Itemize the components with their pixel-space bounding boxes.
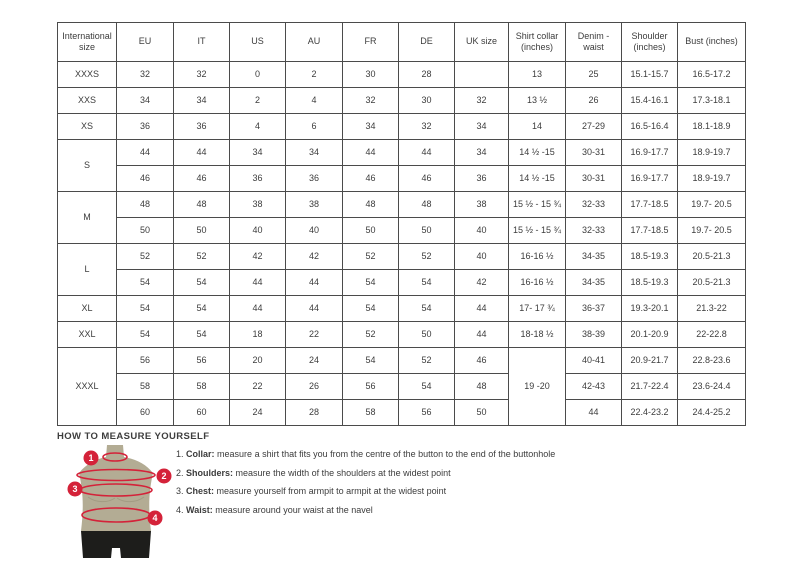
table-cell: 42 — [230, 244, 286, 270]
table-cell: 19.3-20.1 — [622, 296, 678, 322]
table-cell: 28 — [286, 400, 343, 426]
table-cell: 34-35 — [566, 270, 622, 296]
measure-step-shoulders — [176, 468, 555, 478]
table-cell: 36 — [117, 114, 174, 140]
svg-text:2: 2 — [161, 471, 167, 482]
table-cell: 24 — [286, 348, 343, 374]
table-cell: 50 — [117, 218, 174, 244]
table-cell: 40-41 — [566, 348, 622, 374]
header-row — [58, 23, 746, 62]
table-row — [58, 218, 746, 244]
badge-4 — [148, 511, 163, 526]
table-cell: 13 — [509, 62, 566, 88]
table-cell: 32 — [117, 62, 174, 88]
table-cell: 58 — [343, 400, 399, 426]
step-term: Collar: — [186, 449, 215, 459]
step-text: measure a shirt that fits you from the centre of the button to the end of the buttonhole — [214, 449, 556, 459]
table-cell: 32-33 — [566, 218, 622, 244]
table-cell: 42-43 — [566, 374, 622, 400]
badge-3 — [68, 482, 83, 497]
table-cell: 54 — [117, 322, 174, 348]
column-header: AU — [286, 23, 343, 62]
table-cell: 14 — [509, 114, 566, 140]
table-cell: 58 — [117, 374, 174, 400]
table-cell: 40 — [286, 218, 343, 244]
table-cell: 20.9-21.7 — [622, 348, 678, 374]
international-size-cell: L — [58, 244, 117, 296]
table-cell: 44 — [174, 140, 230, 166]
size-chart-table — [57, 22, 746, 426]
table-cell: 0 — [230, 62, 286, 88]
table-cell: 32 — [455, 88, 509, 114]
measure-step-waist — [176, 505, 555, 515]
step-term: Waist: — [186, 504, 213, 515]
table-row — [58, 348, 746, 374]
column-header: Bust (inches) — [678, 23, 746, 62]
column-header: US — [230, 23, 286, 62]
table-cell: 58 — [174, 374, 230, 400]
badge-2 — [157, 469, 172, 484]
table-cell: 20.5-21.3 — [678, 244, 746, 270]
table-row — [58, 296, 746, 322]
measure-step-collar — [176, 449, 555, 459]
table-cell: 40 — [230, 218, 286, 244]
table-cell: 54 — [174, 270, 230, 296]
table-cell: 16-16 ½ — [509, 244, 566, 270]
table-cell: 44 — [455, 296, 509, 322]
table-cell: 48 — [174, 192, 230, 218]
table-cell: 21.7-22.4 — [622, 374, 678, 400]
svg-text:4: 4 — [152, 513, 158, 524]
table-row — [58, 270, 746, 296]
column-header: IT — [174, 23, 230, 62]
table-row — [58, 88, 746, 114]
column-header: FR — [343, 23, 399, 62]
step-term: Shoulders: — [186, 467, 234, 478]
table-cell: 54 — [399, 296, 455, 322]
table-cell: 48 — [117, 192, 174, 218]
table-cell: 17.7-18.5 — [622, 192, 678, 218]
table-row — [58, 322, 746, 348]
table-cell: 22.4-23.2 — [622, 400, 678, 426]
international-size-cell: M — [58, 192, 117, 244]
table-cell: 18.5-19.3 — [622, 270, 678, 296]
table-cell: 38 — [230, 192, 286, 218]
table-cell: 32 — [343, 88, 399, 114]
table-cell: 56 — [117, 348, 174, 374]
mannequin-illustration — [64, 445, 176, 563]
table-cell: 16.5-17.2 — [678, 62, 746, 88]
table-cell: 17- 17 ¾ — [509, 296, 566, 322]
table-cell: 32-33 — [566, 192, 622, 218]
table-cell: 34 — [174, 88, 230, 114]
shorts-shape — [81, 531, 151, 558]
international-size-cell: XL — [58, 296, 117, 322]
table-cell: 19.7- 20.5 — [678, 218, 746, 244]
table-cell: 16-16 ½ — [509, 270, 566, 296]
table-cell: 54 — [343, 348, 399, 374]
table-cell: 50 — [455, 400, 509, 426]
table-cell: 38 — [286, 192, 343, 218]
table-cell: 54 — [117, 296, 174, 322]
table-cell: 16.9-17.7 — [622, 140, 678, 166]
measure-steps — [176, 449, 555, 523]
table-cell: 54 — [174, 296, 230, 322]
table-cell: 50 — [174, 218, 230, 244]
table-cell: 34 — [230, 140, 286, 166]
table-cell: 32 — [399, 114, 455, 140]
table-cell: 18.9-19.7 — [678, 166, 746, 192]
table-cell: 52 — [174, 244, 230, 270]
table-cell: 14 ½ -15 — [509, 166, 566, 192]
table-cell: 26 — [566, 88, 622, 114]
table-cell: 34 — [286, 140, 343, 166]
table-cell: 21.3-22 — [678, 296, 746, 322]
table-cell: 46 — [455, 348, 509, 374]
table-cell: 36 — [286, 166, 343, 192]
step-number: 3. — [176, 486, 184, 496]
table-cell: 24 — [230, 400, 286, 426]
table-cell: 44 — [230, 270, 286, 296]
table-row — [58, 192, 746, 218]
table-cell: 36-37 — [566, 296, 622, 322]
column-header: UK size — [455, 23, 509, 62]
table-cell: 50 — [399, 322, 455, 348]
column-header: EU — [117, 23, 174, 62]
international-size-cell: XXL — [58, 322, 117, 348]
table-cell: 17.3-18.1 — [678, 88, 746, 114]
table-cell: 23.6-24.4 — [678, 374, 746, 400]
table-cell: 16.9-17.7 — [622, 166, 678, 192]
badge-1 — [84, 451, 99, 466]
column-header: DE — [399, 23, 455, 62]
table-cell: 28 — [399, 62, 455, 88]
table-cell: 56 — [399, 400, 455, 426]
table-cell: 48 — [399, 192, 455, 218]
step-number: 4. — [176, 504, 184, 515]
table-cell: 34 — [343, 114, 399, 140]
table-cell: 34 — [117, 88, 174, 114]
table-cell: 52 — [343, 244, 399, 270]
table-cell — [455, 62, 509, 88]
table-cell: 18.5-19.3 — [622, 244, 678, 270]
table-cell: 44 — [455, 322, 509, 348]
table-cell: 18.1-18.9 — [678, 114, 746, 140]
table-cell: 20 — [230, 348, 286, 374]
table-cell: 46 — [399, 166, 455, 192]
table-row — [58, 62, 746, 88]
table-cell: 44 — [286, 270, 343, 296]
table-cell: 44 — [399, 140, 455, 166]
table-cell: 22 — [230, 374, 286, 400]
table-row — [58, 166, 746, 192]
svg-text:3: 3 — [72, 484, 78, 495]
table-row — [58, 374, 746, 400]
measure-step-chest — [176, 486, 555, 496]
international-size-cell: XXXL — [58, 348, 117, 426]
table-cell: 22 — [286, 322, 343, 348]
table-cell: 14 ½ -15 — [509, 140, 566, 166]
table-cell: 15.4-16.1 — [622, 88, 678, 114]
table-cell: 44 — [117, 140, 174, 166]
table-cell: 54 — [399, 270, 455, 296]
step-text: measure the width of the shoulders at the widest point — [233, 467, 451, 478]
step-term: Chest: — [186, 486, 215, 496]
table-cell: 40 — [455, 244, 509, 270]
table-cell: 24.4-25.2 — [678, 400, 746, 426]
table-row — [58, 244, 746, 270]
table-cell: 15 ½ - 15 ¾ — [509, 218, 566, 244]
table-cell: 4 — [286, 88, 343, 114]
table-cell: 34 — [455, 114, 509, 140]
table-cell: 52 — [399, 244, 455, 270]
international-size-cell: XXS — [58, 88, 117, 114]
table-cell: 54 — [343, 270, 399, 296]
column-header: International size — [58, 23, 117, 62]
table-cell: 32 — [174, 62, 230, 88]
table-cell: 15 ½ - 15 ¾ — [509, 192, 566, 218]
table-cell: 46 — [117, 166, 174, 192]
table-cell: 48 — [343, 192, 399, 218]
international-size-cell: XXXS — [58, 62, 117, 88]
table-cell: 36 — [455, 166, 509, 192]
table-cell: 18.9-19.7 — [678, 140, 746, 166]
table-cell: 2 — [230, 88, 286, 114]
international-size-cell: S — [58, 140, 117, 192]
table-cell: 4 — [230, 114, 286, 140]
table-cell: 38 — [455, 192, 509, 218]
table-cell: 54 — [343, 296, 399, 322]
table-cell: 20.1-20.9 — [622, 322, 678, 348]
table-cell: 44 — [343, 140, 399, 166]
table-cell: 36 — [174, 114, 230, 140]
table-cell: 44 — [566, 400, 622, 426]
table-cell: 34 — [455, 140, 509, 166]
table-cell: 20.5-21.3 — [678, 270, 746, 296]
table-cell: 60 — [117, 400, 174, 426]
table-cell: 13 ½ — [509, 88, 566, 114]
table-cell: 50 — [343, 218, 399, 244]
table-cell: 56 — [174, 348, 230, 374]
table-cell: 52 — [117, 244, 174, 270]
table-cell: 48 — [455, 374, 509, 400]
table-cell: 44 — [286, 296, 343, 322]
international-size-cell: XS — [58, 114, 117, 140]
table-cell: 52 — [399, 348, 455, 374]
table-cell: 26 — [286, 374, 343, 400]
step-text: measure around your waist at the navel — [212, 504, 373, 515]
svg-text:1: 1 — [88, 453, 94, 464]
table-cell: 30-31 — [566, 140, 622, 166]
table-row — [58, 140, 746, 166]
step-text: measure yourself from armpit to armpit at the widest point — [214, 486, 447, 496]
table-cell: 16.5-16.4 — [622, 114, 678, 140]
table-cell: 6 — [286, 114, 343, 140]
table-row — [58, 114, 746, 140]
table-cell: 18-18 ½ — [509, 322, 566, 348]
table-cell: 54 — [399, 374, 455, 400]
table-cell: 22.8-23.6 — [678, 348, 746, 374]
column-header: Denim - waist — [566, 23, 622, 62]
table-cell: 60 — [174, 400, 230, 426]
table-cell: 40 — [455, 218, 509, 244]
table-cell: 18 — [230, 322, 286, 348]
table-cell: 25 — [566, 62, 622, 88]
table-cell: 30 — [343, 62, 399, 88]
table-cell: 38-39 — [566, 322, 622, 348]
table-cell: 19 -20 — [509, 348, 566, 426]
table-cell: 46 — [174, 166, 230, 192]
column-header: Shoulder (inches) — [622, 23, 678, 62]
table-row — [58, 400, 746, 426]
table-cell: 44 — [230, 296, 286, 322]
table-cell: 2 — [286, 62, 343, 88]
table-cell: 34-35 — [566, 244, 622, 270]
table-cell: 54 — [117, 270, 174, 296]
size-chart-header — [58, 23, 746, 62]
table-cell: 42 — [455, 270, 509, 296]
table-cell: 36 — [230, 166, 286, 192]
table-cell: 54 — [174, 322, 230, 348]
table-cell: 42 — [286, 244, 343, 270]
column-header: Shirt collar (inches) — [509, 23, 566, 62]
table-cell: 30 — [399, 88, 455, 114]
step-number: 1. — [176, 449, 184, 459]
size-chart-body — [58, 62, 746, 426]
table-cell: 17.7-18.5 — [622, 218, 678, 244]
table-cell: 56 — [343, 374, 399, 400]
step-number: 2. — [176, 467, 184, 478]
table-cell: 27-29 — [566, 114, 622, 140]
table-cell: 52 — [343, 322, 399, 348]
measure-section-title: HOW TO MEASURE YOURSELF — [57, 431, 210, 442]
table-cell: 19.7- 20.5 — [678, 192, 746, 218]
table-cell: 50 — [399, 218, 455, 244]
table-cell: 46 — [343, 166, 399, 192]
table-cell: 30-31 — [566, 166, 622, 192]
table-cell: 22-22.8 — [678, 322, 746, 348]
table-cell: 15.1-15.7 — [622, 62, 678, 88]
